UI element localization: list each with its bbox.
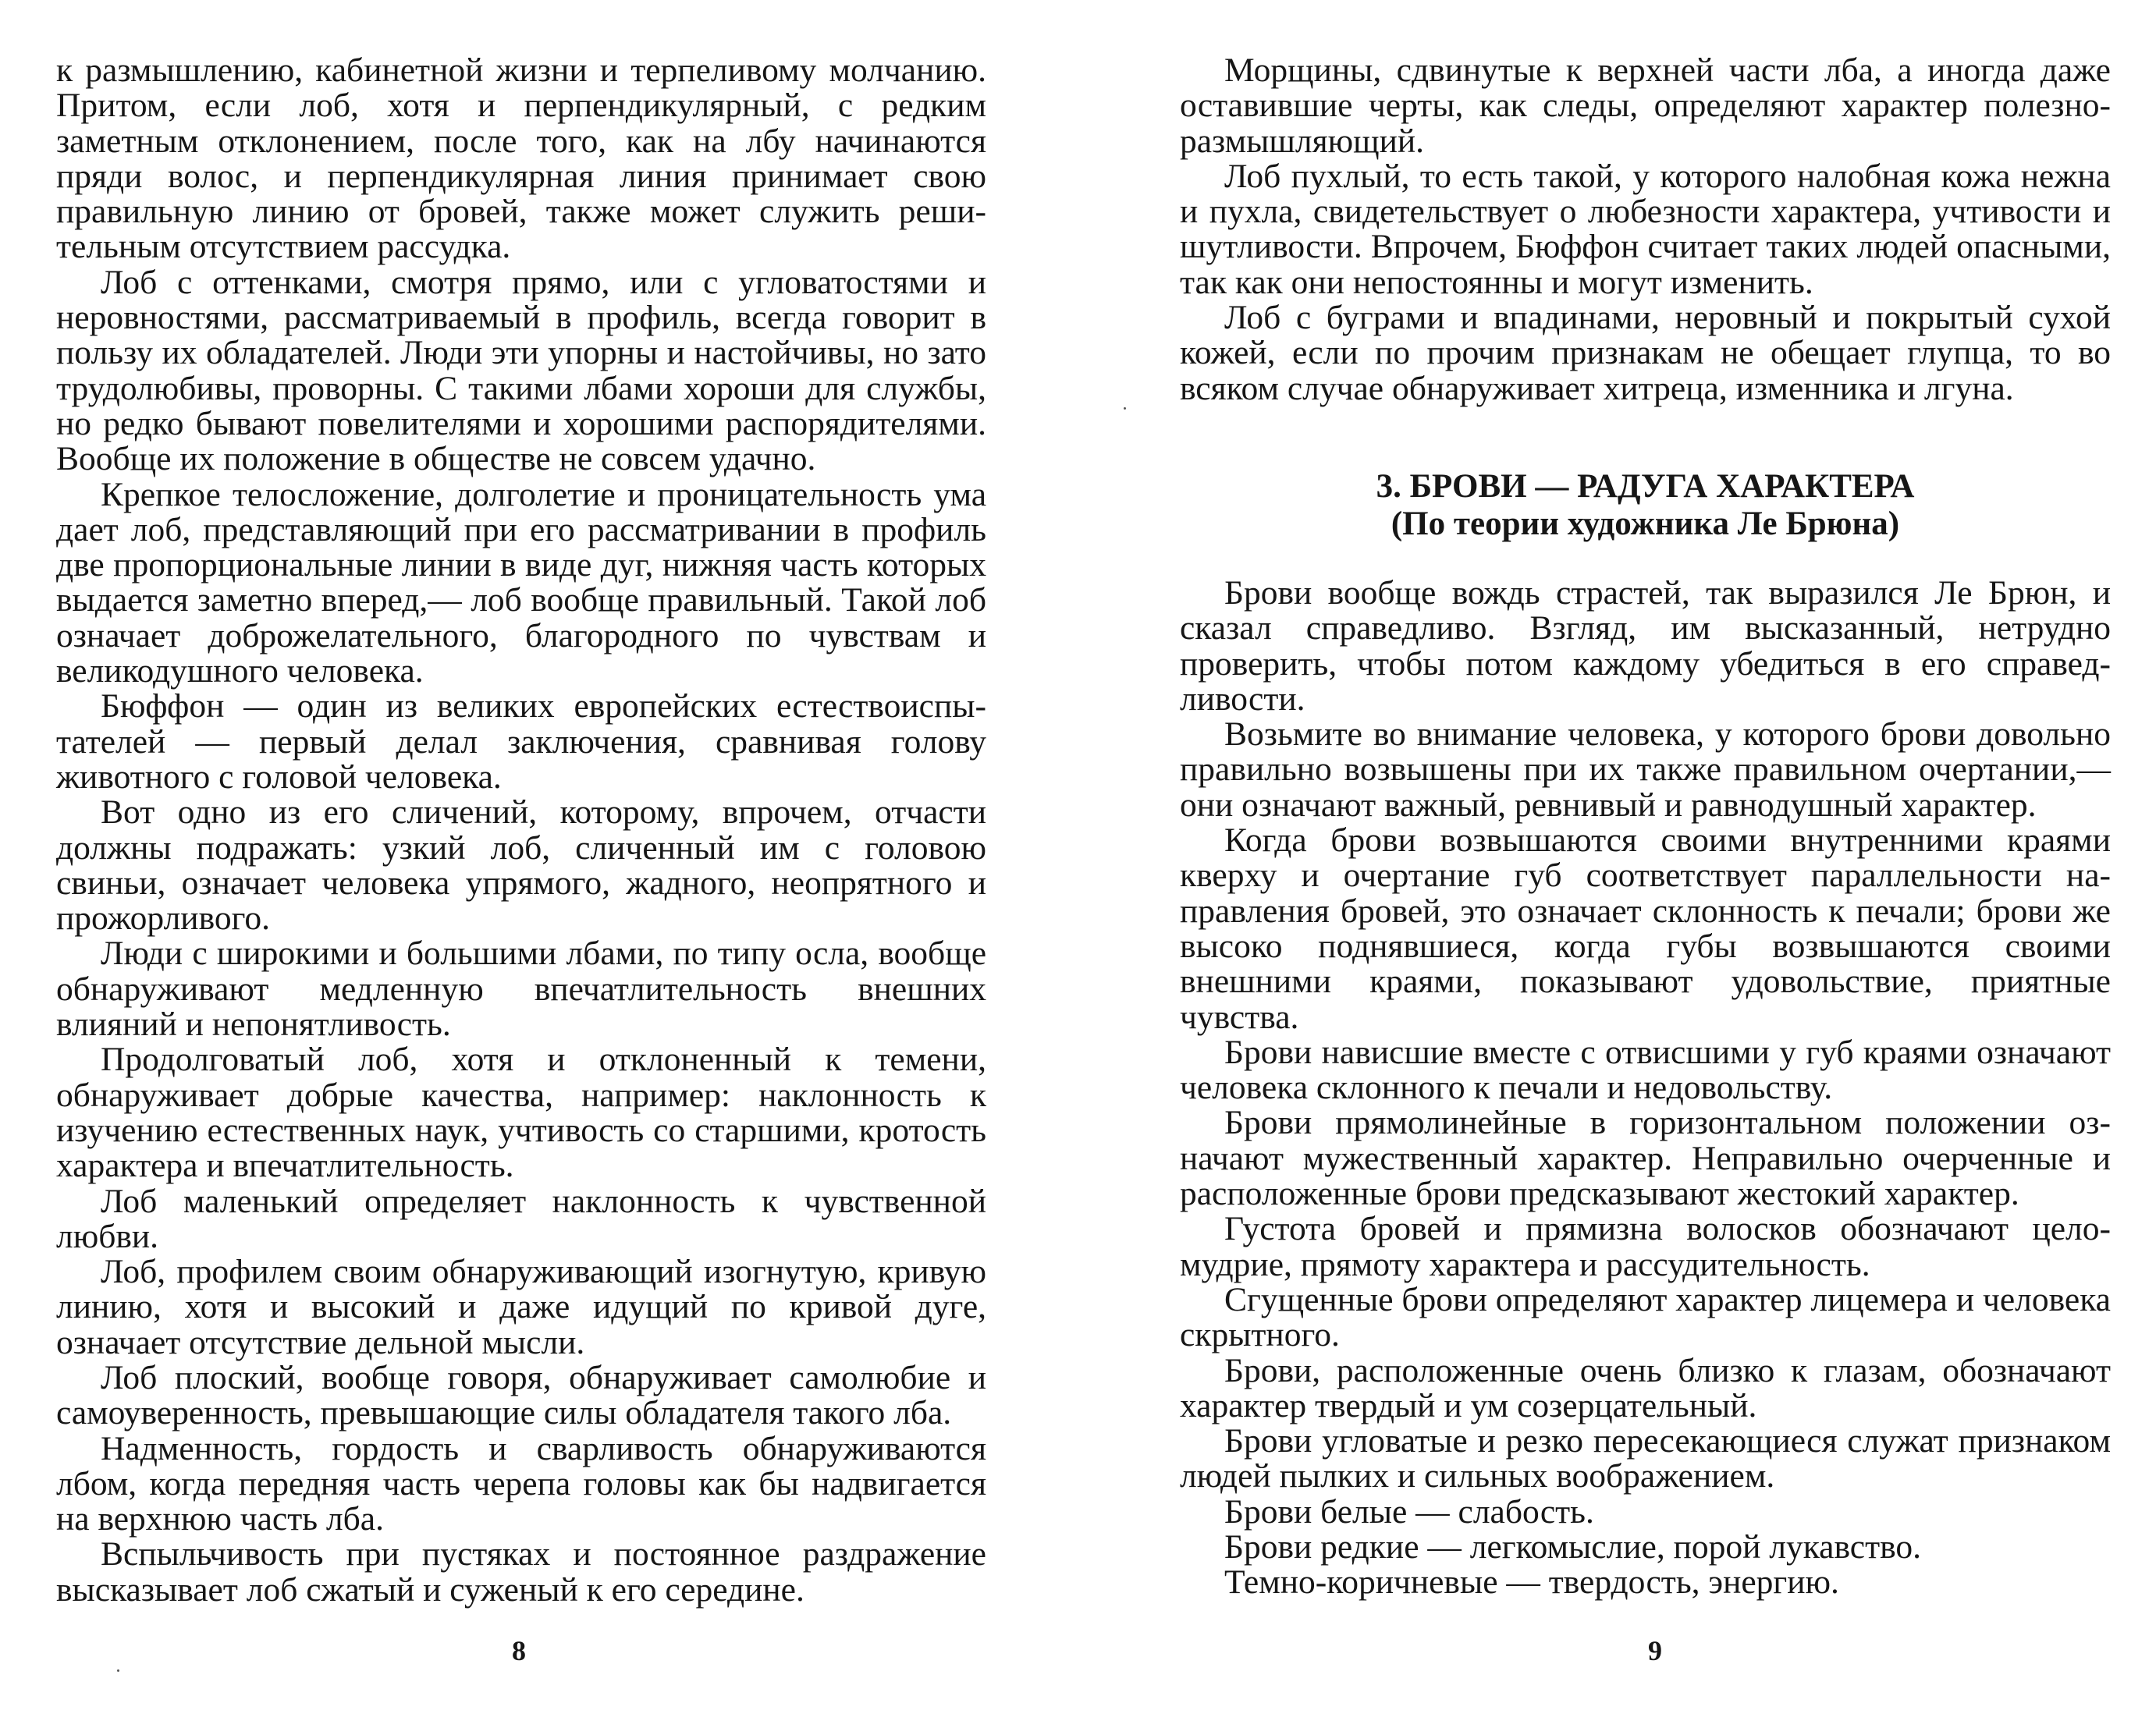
page-number-left: 8 — [512, 1635, 526, 1666]
right-page — [1078, 0, 2156, 1710]
right-page-text-bottom — [1180, 576, 2111, 1601]
scan-speck — [117, 1669, 119, 1672]
paragraph: Возьмите во внимание человека, у которого брови довольно правильно возвышены при их также правильном очертании,— они означают важный, ревнивый и равнодушный характер. — [1180, 715, 2111, 824]
left-page-text — [56, 53, 986, 1608]
paragraph: к размышлению, кабинетной жизни и терпеливому молчанию. Притом, если лоб, хотя и перпендикулярный, с редким заметным отклонением, после того, как на лбу начинаются пряди волос, и перпендикулярная линия принимает свою правильную линию от бровей, также может служить решительным отсутствием рассудка. — [56, 51, 986, 266]
page-number-right: 9 — [1648, 1635, 1662, 1666]
paragraph: Густота бровей и прямизна волосков обозначают целомудрие, прямоту характера и рассудительность. — [1180, 1210, 2111, 1283]
section-subtitle: (По теории художника Ле Брюна) — [1391, 506, 1900, 542]
paragraph: Бюффон — один из великих европейских естествоиспытателей — первый делал заключения, сравнивая голову животного с головой человека. — [56, 687, 986, 796]
right-page-text-top — [1180, 53, 2111, 406]
section-title: 3. БРОВИ — РАДУГА ХАРАКТЕРА — [1376, 468, 1915, 505]
paragraph: Темно-коричневые — твердость, энергию. — [1224, 1563, 1839, 1602]
paragraph: Лоб, профилем своим обнаруживающий изогнутую, кривую линию, хотя и высокий и даже идущий по кривой дуге, означает отсутствие дельной мысли. — [56, 1253, 986, 1361]
section-heading — [1180, 468, 2111, 543]
paragraph: Лоб плоский, вообще говоря, обнаруживает самолюбие и самоуверенность, превышающие силы обладателя такого лба. — [56, 1358, 986, 1432]
paragraph: Лоб маленький определяет наклонность к чувственной любви. — [56, 1182, 986, 1255]
paragraph: Брови угловатые и резко пересекающиеся служат признаком людей пылких и сильных воображением. — [1180, 1422, 2111, 1495]
paragraph: Брови редкие — легкомыслие, порой лукавство. — [1224, 1528, 1921, 1566]
paragraph: Морщины, сдвинутые к верхней части лба, а иногда даже оставившие черты, как следы, определяют характер полезно-размышляющий. — [1180, 51, 2111, 160]
paragraph: Брови, расположенные очень близко к глазам, обозначают характер твердый и ум созерцательный. — [1180, 1351, 2111, 1424]
paragraph: Лоб пухлый, то есть такой, у которого налобная кожа нежна и пухла, свидетельствует о любезности характера, учтивости и шутливости. Впрочем, Бюффон считает таких людей опасными, так как они непостоянны и могут изменить. — [1180, 157, 2111, 301]
paragraph: Брови прямолинейные в горизонтальном положении означают мужественный характер. Неправильно очерченные и расположенные брови предсказывают жестокий характер. — [1180, 1104, 2111, 1213]
paragraph: Лоб с оттенками, смотря прямо, или с угловатостями и неровностями, рассматриваемый в профиль, всегда говорит в пользу их обладателей. Люди эти упорны и настойчивы, но зато трудолюбивы, проворны. С такими лбами хороши для службы, но редко бывают повелителями и хорошими распорядителями. Вообще их положение в обществе не совсем удачно. — [56, 263, 986, 478]
paragraph: Брови нависшие вместе с отвисшими у губ краями означают человека склонного к печали и недовольству. — [1180, 1033, 2111, 1107]
paragraph: Брови вообще вождь страстей, так выразился Ле Брюн, и сказал справедливо. Взгляд, им высказанный, нетрудно проверить, чтобы потом каждому убедиться в его справедливости. — [1180, 574, 2111, 718]
paragraph: Люди с широкими и большими лбами, по типу осла, вообще обнаруживают медленную впечатлительность внешних влияний и непонятливость. — [56, 935, 986, 1044]
paragraph: Продолговатый лоб, хотя и отклоненный к темени, обнаруживает добрые качества, например: наклонность к изучению естественных наук, учтивость со старшими, кротость характера и впечатлительность. — [56, 1041, 986, 1185]
paragraph: Сгущенные брови определяют характер лицемера и человека скрытного. — [1180, 1280, 2111, 1354]
paragraph: Брови белые — слабость. — [1224, 1492, 1594, 1531]
paragraph: Надменность, гордость и сварливость обнаруживаются лбом, когда передняя часть черепа головы как бы надвигается на верхнюю часть лба. — [56, 1429, 986, 1538]
paragraph: Когда брови возвышаются своими внутренними краями кверху и очертание губ соответствует параллельности направления бровей, это означает склонность к печали; брови же высоко поднявшиеся, когда губы возвышаются своими внешними краями, показывают удовольствие, приятные чувства. — [1180, 821, 2111, 1036]
paragraph: Лоб с буграми и впадинами, неровный и покрытый сухой кожей, если по прочим признакам не обещает глупца, то во всяком случае обнаруживает хитреца, изменника и лгуна. — [1180, 299, 2111, 407]
paragraph: Крепкое телосложение, долголетие и проницательность ума дает лоб, представляющий при его рассматривании в профиль две пропорциональные линии в виде дуг, нижняя часть которых выдается заметно вперед,— лоб вообще правильный. Такой лоб означает доброжелательного, благородного по чувствам и великодушного человека. — [56, 475, 986, 690]
paragraph: Вот одно из его сличений, которому, впрочем, отчасти должны подражать: узкий лоб, сличенный им с головою свиньи, означает человека упрямого, жадного, неопрятного и прожорливого. — [56, 793, 986, 938]
scan-speck — [1124, 407, 1126, 410]
paragraph: Вспыльчивость при пустяках и постоянное раздражение высказывает лоб сжатый и суженый к его середине. — [56, 1535, 986, 1609]
